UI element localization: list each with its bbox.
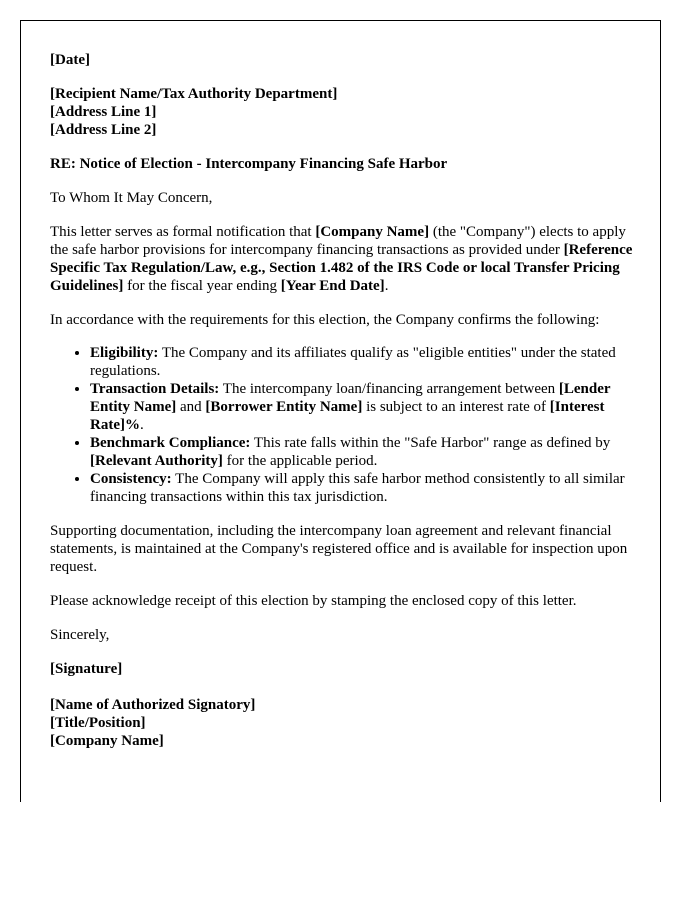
- lender-placeholder: [Lender Entity Name]: [90, 381, 611, 415]
- confirmation-list: [50, 344, 635, 506]
- signatory-block: [50, 696, 635, 750]
- date-line: [Date]: [50, 52, 90, 68]
- transaction-text-2: and: [176, 399, 206, 415]
- eligibility-text: The Company and its affiliates qualify as "eligible entities" under the stated regulations.: [90, 345, 616, 379]
- signature-placeholder: [Signature]: [50, 661, 123, 677]
- authority-placeholder: [Relevant Authority]: [90, 453, 223, 469]
- requirements-intro: In accordance with the requirements for this election, the Company confirms the following:: [50, 312, 600, 328]
- recipient-name: [Recipient Name/Tax Authority Department]: [50, 86, 338, 102]
- recipient-address-line-2: [Address Line 2]: [50, 122, 157, 138]
- salutation: To Whom It May Concern,: [50, 190, 213, 206]
- eligibility-label: Eligibility:: [90, 345, 159, 361]
- transaction-label: Transaction Details:: [90, 381, 220, 397]
- year-end-placeholder: [Year End Date]: [280, 278, 385, 294]
- list-item-consistency: [90, 470, 635, 506]
- recipient-block: [50, 85, 635, 139]
- acknowledge-paragraph: Please acknowledge receipt of this election by stamping the enclosed copy of this letter.: [50, 593, 577, 609]
- letter-content: [50, 51, 635, 766]
- intro-text-4: .: [384, 278, 389, 294]
- intro-text-3: for the fiscal year ending: [123, 278, 281, 294]
- subject-line: RE: Notice of Election - Intercompany Financing Safe Harbor: [50, 156, 448, 172]
- list-item-benchmark-compliance: [90, 434, 635, 470]
- interest-rate-placeholder: [Interest Rate]%: [90, 399, 605, 433]
- intro-paragraph: [50, 223, 635, 295]
- signatory-title: [Title/Position]: [50, 715, 146, 731]
- intro-text-2: (the "Company") elects to apply the safe harbor provisions for intercompany financing transactions as provided under: [50, 224, 626, 258]
- company-name-placeholder: [Company Name]: [315, 224, 430, 240]
- benchmark-text-2: for the applicable period.: [222, 453, 378, 469]
- borrower-placeholder: [Borrower Entity Name]: [205, 399, 363, 415]
- regulation-placeholder: [Reference Specific Tax Regulation/Law, e.g., Section 1.482 of the IRS Code or local Transfer Pricing Guidelines]: [50, 242, 633, 294]
- list-item-transaction-details: [90, 380, 635, 434]
- transaction-text-4: .: [139, 417, 144, 433]
- transaction-text-3: is subject to an interest rate of: [362, 399, 550, 415]
- intro-text-1: This letter serves as formal notification that: [50, 224, 316, 240]
- transaction-text-1: The intercompany loan/financing arrangement between: [219, 381, 559, 397]
- recipient-address-line-1: [Address Line 1]: [50, 104, 157, 120]
- list-item-eligibility: [90, 344, 635, 380]
- closing: Sincerely,: [50, 627, 110, 643]
- benchmark-label: Benchmark Compliance:: [90, 435, 251, 451]
- benchmark-text-1: This rate falls within the "Safe Harbor" range as defined by: [250, 435, 611, 451]
- consistency-label: Consistency:: [90, 471, 172, 487]
- signatory-company: [Company Name]: [50, 733, 164, 749]
- signatory-name: [Name of Authorized Signatory]: [50, 697, 256, 713]
- consistency-text: The Company will apply this safe harbor method consistently to all similar financing transactions within this tax jurisdiction.: [90, 471, 625, 505]
- letter-page: [20, 20, 661, 802]
- supporting-paragraph: Supporting documentation, including the intercompany loan agreement and relevant financial statements, is maintained at the Company's registered office and is available for inspection upon request.: [50, 523, 628, 575]
